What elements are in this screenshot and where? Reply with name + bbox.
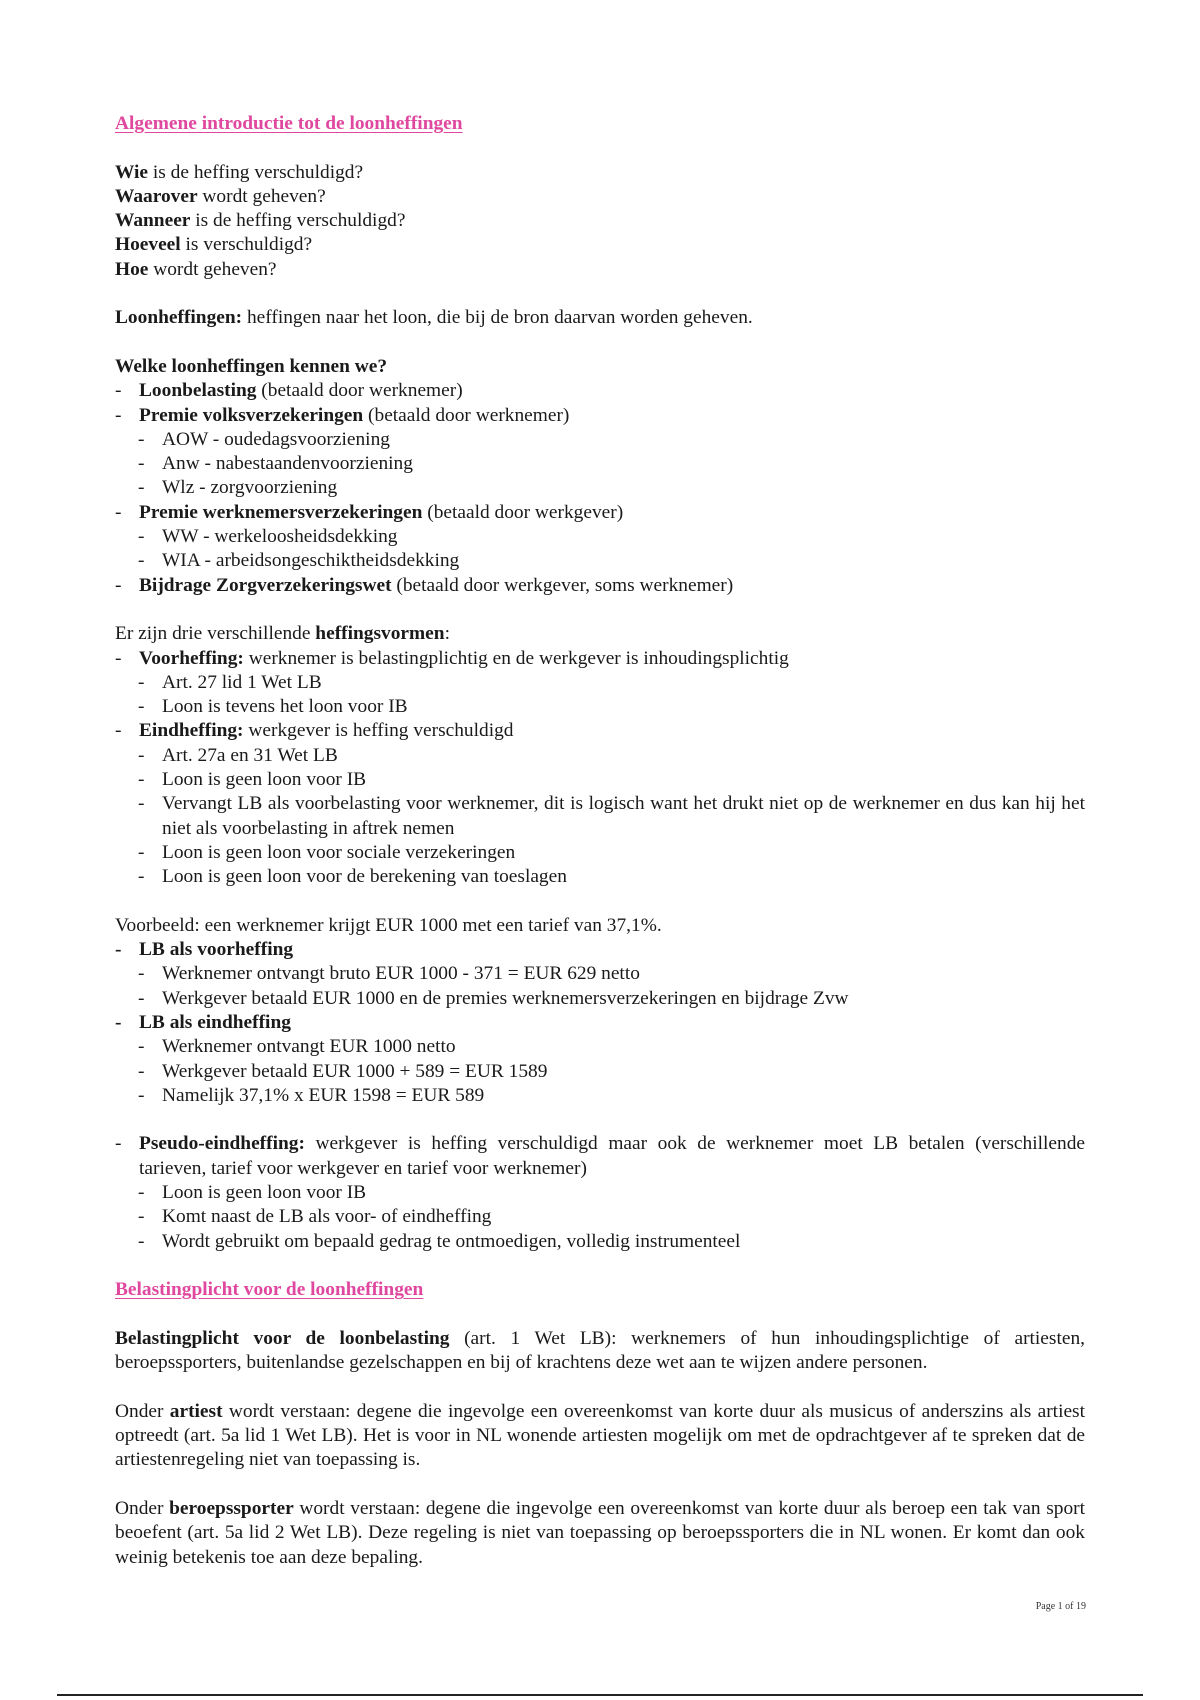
sub-list-item: - Loon is geen loon voor de berekening van toeslagen <box>138 866 567 888</box>
sub-list-item: - Vervangt LB als voorbelasting voor werknemer, dit is logisch want het drukt niet op de werknemer en dus kan hij het niet als voorbelasting in aftrek nemen <box>138 793 1085 839</box>
question-line: Wanneer is de heffing verschuldigd? <box>115 210 406 232</box>
question-line: Waarover wordt geheven? <box>115 185 326 207</box>
sub-list-item: - Wlz - zorgvoorziening <box>138 477 338 499</box>
which-title: Welke loonheffingen kennen we? <box>115 355 388 377</box>
definition-loonheffingen: Loonheffingen: heffingen naar het loon, die bij de bron daarvan worden geheven. <box>115 307 753 329</box>
paragraph-artiest: Onder artiest wordt verstaan: degene die ingevolge een overeenkomst van korte duur als musicus of anderszins als artiest optreedt (art. 5a lid 1 Wet LB). Het is voor in NL wonende artiesten mogelijk om met de opdrachtgever af te spreken dat de artiestenregeling niet van toepassing is. <box>115 1400 1085 1471</box>
sub-list-item: - Loon is geen loon voor sociale verzekeringen <box>138 841 516 863</box>
question-line: Hoe wordt geheven? <box>115 258 277 280</box>
list-item: - Voorheffing: werknemer is belastingplichtig en de werkgever is inhoudingsplichtig <box>115 647 789 669</box>
list-item: - Pseudo-eindheffing: werkgever is heffing verschuldigd maar ook de werknemer moet LB betalen (verschillende tarieven, tarief voor werkgever en tarief voor werknemer) <box>115 1133 1085 1179</box>
list-item: - Loonbelasting (betaald door werknemer) <box>115 380 463 402</box>
paragraph-belastingplicht: Belastingplicht voor de loonbelasting (art. 1 Wet LB): werknemers of hun inhoudingsplichtige of artiesten, beroepssporters, buitenlandse gezelschappen en bij of krachtens deze wet aan te wijzen andere personen. <box>115 1327 1085 1374</box>
sub-list-item: - Werkgever betaald EUR 1000 + 589 = EUR 1589 <box>138 1060 548 1082</box>
list-item: - LB als eindheffing <box>115 1011 291 1033</box>
sub-list-item: - Komt naast de LB als voor- of eindheffing <box>138 1206 492 1228</box>
sub-list-item: - Loon is tevens het loon voor IB <box>138 696 408 718</box>
sub-list-item: - WW - werkeloosheidsdekking <box>138 526 398 548</box>
bottom-divider <box>57 1694 1143 1696</box>
page-number: Page 1 of 19 <box>1035 1601 1086 1612</box>
list-item: - Bijdrage Zorgverzekeringswet (betaald door werkgever, soms werknemer) <box>115 574 734 596</box>
sub-list-item: - Art. 27 lid 1 Wet LB <box>138 671 322 693</box>
sub-list-item: - Wordt gebruikt om bepaald gedrag te ontmoedigen, volledig instrumenteel <box>138 1230 741 1252</box>
sub-list-item: - AOW - oudedagsvoorziening <box>138 428 390 450</box>
sub-list-item: - Werknemer ontvangt EUR 1000 netto <box>138 1036 456 1058</box>
sub-list-item: - Loon is geen loon voor IB <box>138 1182 367 1204</box>
list-item: - Premie werknemersverzekeringen (betaald door werkgever) <box>115 501 624 523</box>
which-loonheffingen-section <box>115 355 1085 598</box>
sub-list-item: - Anw - nabestaandenvoorziening <box>138 453 413 475</box>
pseudo-eindheffing-section <box>115 1132 1085 1253</box>
questions-list <box>115 161 1085 282</box>
sub-list-item: - Namelijk 37,1% x EUR 1598 = EUR 589 <box>138 1084 485 1106</box>
example-intro: Voorbeeld: een werknemer krijgt EUR 1000 met een tarief van 37,1%. <box>115 914 662 936</box>
list-item: - LB als voorheffing <box>115 939 294 961</box>
question-line: Wie is de heffing verschuldigd? <box>115 161 364 183</box>
section-heading-intro: Algemene introductie tot de loonheffingen <box>115 113 463 134</box>
document-page <box>115 112 1085 1570</box>
paragraph-beroepssporter: Onder beroepssporter wordt verstaan: degene die ingevolge een overeenkomst van korte duur als beroep een tak van sport beoefent (art. 5a lid 2 Wet LB). Deze regeling is niet van toepassing op beroepssporters die in NL wonen. Er komt dan ook weinig betekenis toe aan deze bepaling. <box>115 1497 1085 1568</box>
list-item: - Premie volksverzekeringen (betaald door werknemer) <box>115 404 570 426</box>
example-section <box>115 914 1085 1108</box>
heffingsvormen-section: Er zijn drie verschillende heffingsvormen: - Voorheffing: werknemer is belastingplichtig en de werkgever is inhoudingsplichtig - Art. 27 lid 1 Wet LB - Loon is tevens het loon voor IB - Eindheffing: werkgever is heffing verschuldigd - Art. 27a en 31 Wet LB - Loon is geen loon voor IB - Vervangt LB als voorbelasting voor werknemer, dit is logisch want het drukt niet op de werknemer en dus kan hij het niet als voorbelasting in aftrek nemen - Loon is geen loon voor sociale verzekeringen - Loon is geen loon voor de berekening van toeslagen <box>115 622 1085 889</box>
list-item: - Eindheffing: werkgever is heffing verschuldigd <box>115 720 514 742</box>
sub-list-item: - Werknemer ontvangt bruto EUR 1000 - 371 = EUR 629 netto <box>138 963 640 985</box>
section-heading-belastingplicht: Belastingplicht voor de loonheffingen <box>115 1279 424 1301</box>
sub-list-item: - Werkgever betaald EUR 1000 en de premies werknemersverzekeringen en bijdrage Zvw <box>138 987 849 1009</box>
sub-list-item: - Loon is geen loon voor IB <box>138 769 367 791</box>
question-line: Hoeveel is verschuldigd? <box>115 234 313 256</box>
sub-list-item: - Art. 27a en 31 Wet LB <box>138 744 338 766</box>
sub-list-item: - WIA - arbeidsongeschiktheidsdekking <box>138 550 460 572</box>
